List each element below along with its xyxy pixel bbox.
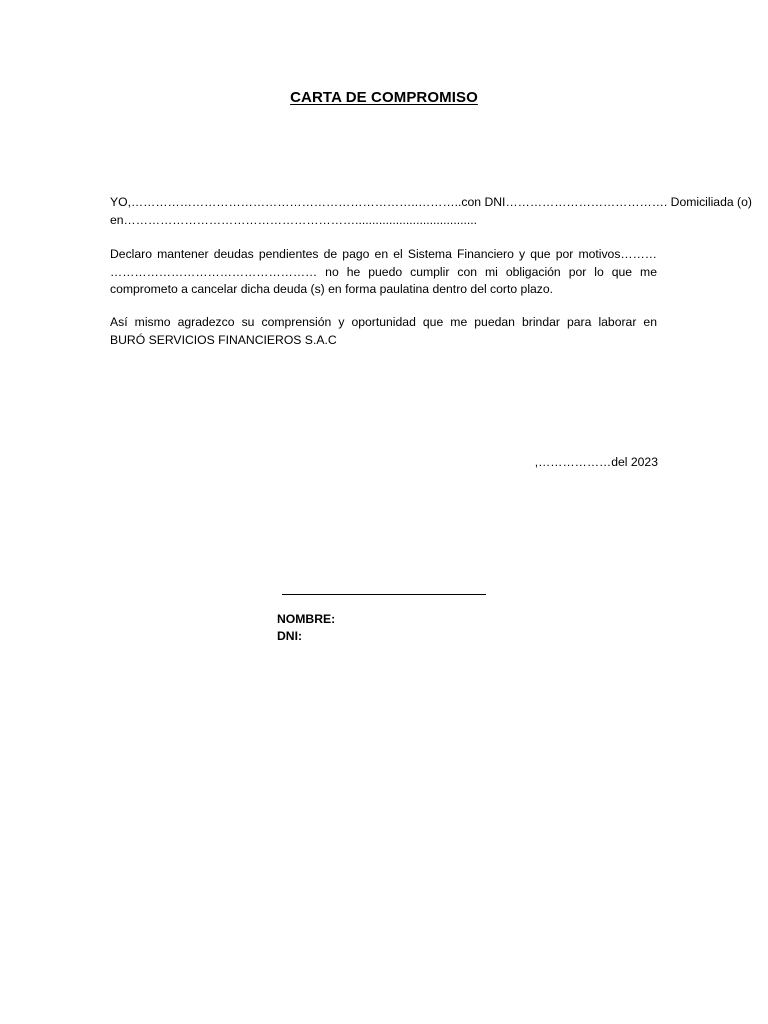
signature-line: [282, 594, 486, 595]
identification-paragraph: [110, 194, 752, 229]
identification-line-2: en…………………………………………………....................................: [110, 212, 478, 227]
signature-dni-label: DNI:: [277, 629, 303, 643]
declaration-line-3: comprometo a cancelar dicha deuda (s) en forma paulatina dentro del corto plazo.: [110, 282, 554, 297]
date-line: ,………………del 2023: [534, 455, 658, 469]
gratitude-line-1: Así mismo agradezco su comprensión y oportunidad que me puedan brindar para laborar en: [110, 315, 657, 329]
signature-name-label: NOMBRE:: [277, 612, 336, 626]
declaration-line-1: Declaro mantener deudas pendientes de pago en el Sistema Financiero y que por motivos………: [110, 247, 657, 261]
identification-line-1: YO,……………………………………………………………..………..con DNI…………………………………. Domiciliada (o): [110, 195, 752, 209]
gratitude-paragraph: [110, 314, 657, 349]
declaration-paragraph: [110, 246, 657, 299]
document-title: CARTA DE COMPROMISO: [290, 89, 478, 106]
gratitude-line-2: BURÓ SERVICIOS FINANCIEROS S.A.C: [110, 332, 337, 347]
declaration-line-2: …………………………………………… no he puedo cumplir con mi obligación por lo que me: [110, 264, 657, 279]
